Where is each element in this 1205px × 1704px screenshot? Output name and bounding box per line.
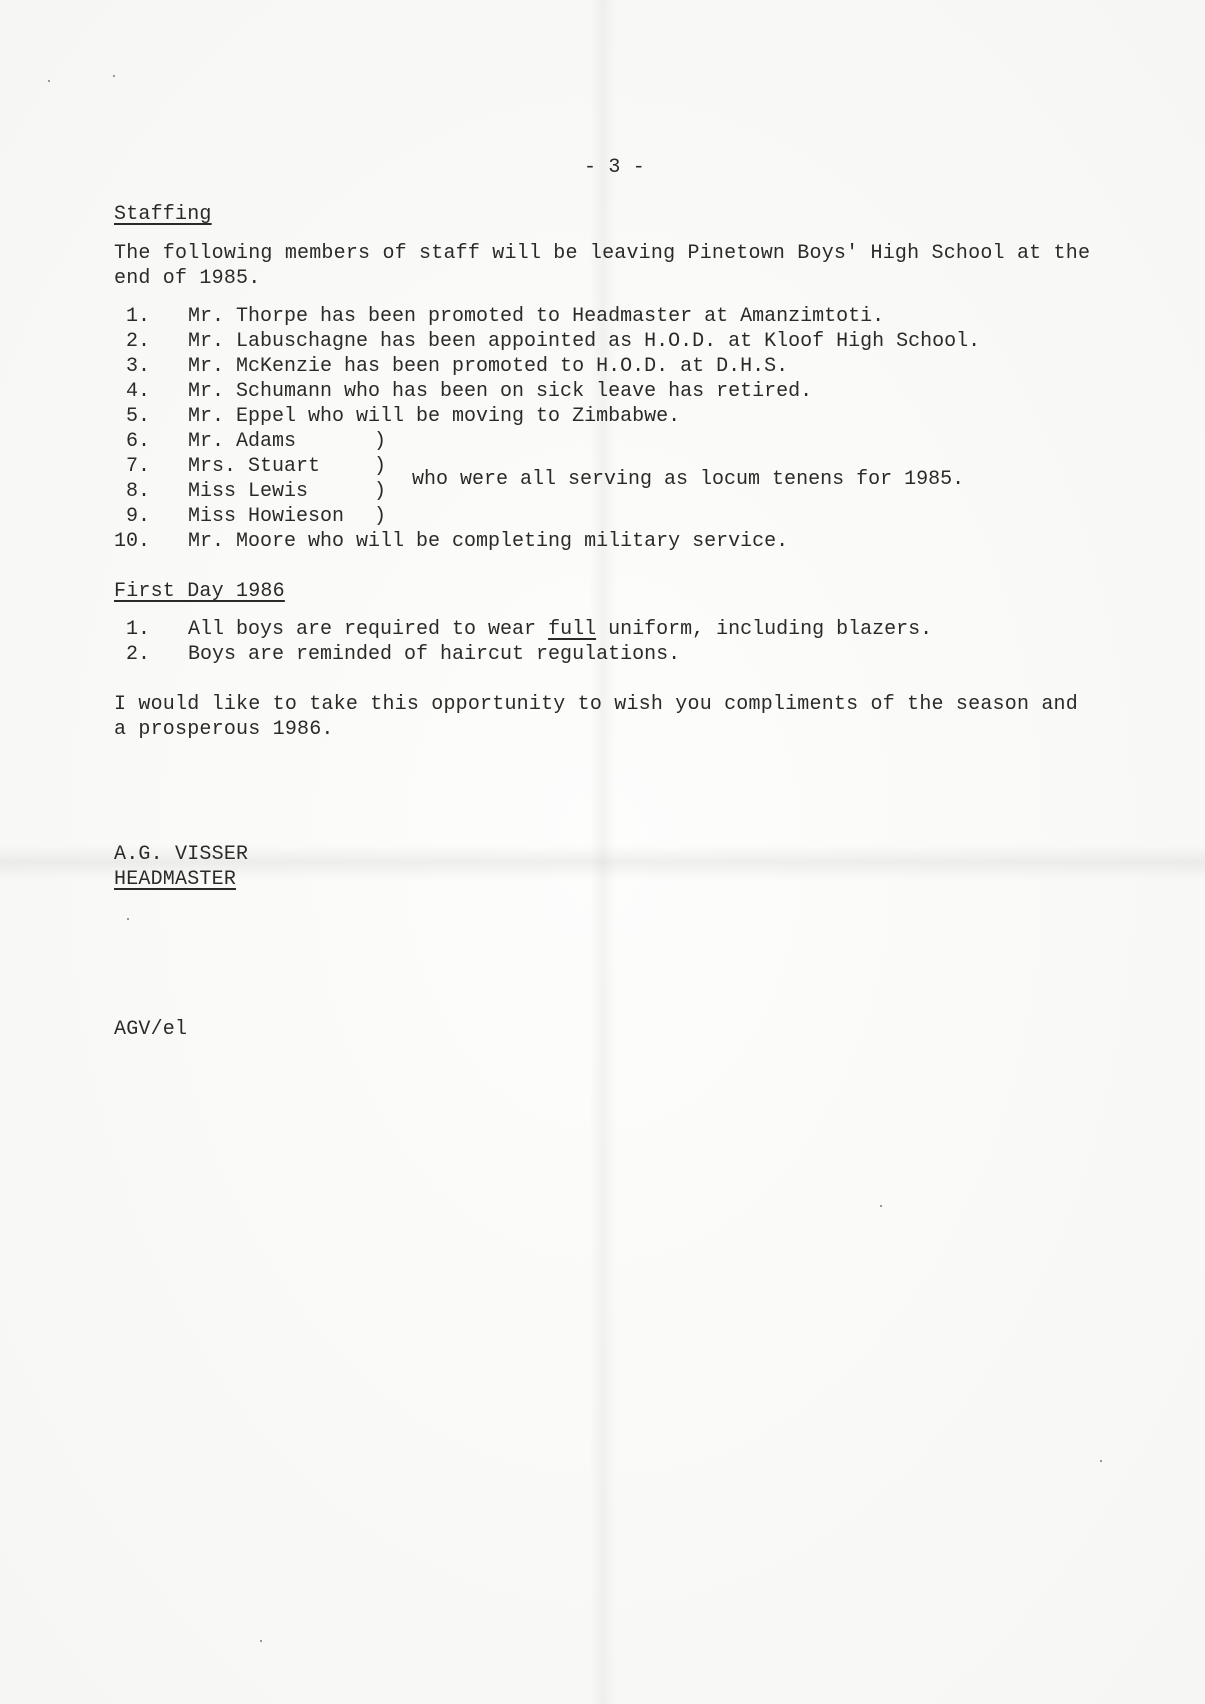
page-number: - 3 - (584, 156, 646, 179)
list-item (188, 617, 932, 642)
paper-speck (113, 75, 115, 77)
list-item-number: 4. (125, 380, 150, 403)
signatory-name: A.G. VISSER (114, 843, 249, 866)
underlined-word: full (548, 618, 597, 641)
list-item: Mr. Labuschagne has been appointed as H.O.D. at Kloof High School. (188, 330, 981, 353)
reference-initials: AGV/el (114, 1018, 188, 1041)
list-item: Mrs. Stuart (188, 455, 321, 478)
staffing-intro-line2: end of 1985. (114, 267, 261, 290)
list-item: Miss Lewis (188, 480, 309, 503)
closing-line2: a prosperous 1986. (114, 718, 334, 741)
locum-tenens-note: who were all serving as locum tenens for 1985. (412, 468, 965, 491)
list-item: Mr. McKenzie has been promoted to H.O.D. at D.H.S. (188, 355, 789, 378)
list-item-number: 1. (125, 305, 150, 328)
list-item-number: 8. (125, 480, 150, 503)
bracket-mark: ) (374, 455, 387, 478)
list-item: Mr. Moore who will be completing military service. (188, 530, 789, 553)
list-item-number: 1. (125, 618, 150, 641)
list-item-number: 10. (113, 530, 150, 553)
first-day-heading: First Day 1986 (114, 580, 285, 603)
list-item: Mr. Eppel who will be moving to Zimbabwe. (188, 405, 681, 428)
paper-speck (1100, 1460, 1102, 1462)
bracket-mark: ) (374, 505, 387, 528)
list-item-number: 3. (125, 355, 150, 378)
list-item-number: 5. (125, 405, 150, 428)
paper-speck (48, 80, 50, 82)
list-item-number: 2. (125, 330, 150, 353)
list-item-number: 2. (125, 643, 150, 666)
list-item: Mr. Schumann who has been on sick leave has retired. (188, 380, 813, 403)
bracket-mark: ) (374, 430, 387, 453)
list-item: Miss Howieson (188, 505, 345, 528)
list-item-number: 6. (125, 430, 150, 453)
closing-line1: I would like to take this opportunity to wish you compliments of the season and (114, 693, 1078, 716)
list-item-number: 9. (125, 505, 150, 528)
paper-speck (127, 918, 129, 920)
staffing-intro-line1: The following members of staff will be leaving Pinetown Boys' High School at the (114, 242, 1091, 265)
list-item-number: 7. (125, 455, 150, 478)
paper-speck (880, 1205, 882, 1207)
bracket-mark: ) (374, 480, 387, 503)
list-item: Mr. Adams (188, 430, 297, 453)
list-item: Boys are reminded of haircut regulations. (188, 643, 681, 666)
staffing-heading: Staffing (114, 203, 212, 226)
list-item: Mr. Thorpe has been promoted to Headmaster at Amanzimtoti. (188, 305, 885, 328)
signatory-title: HEADMASTER (114, 868, 237, 891)
item-text: uniform, including blazers. (596, 618, 933, 641)
paper-speck (260, 1640, 262, 1642)
item-text: All boys are required to wear (188, 618, 549, 641)
